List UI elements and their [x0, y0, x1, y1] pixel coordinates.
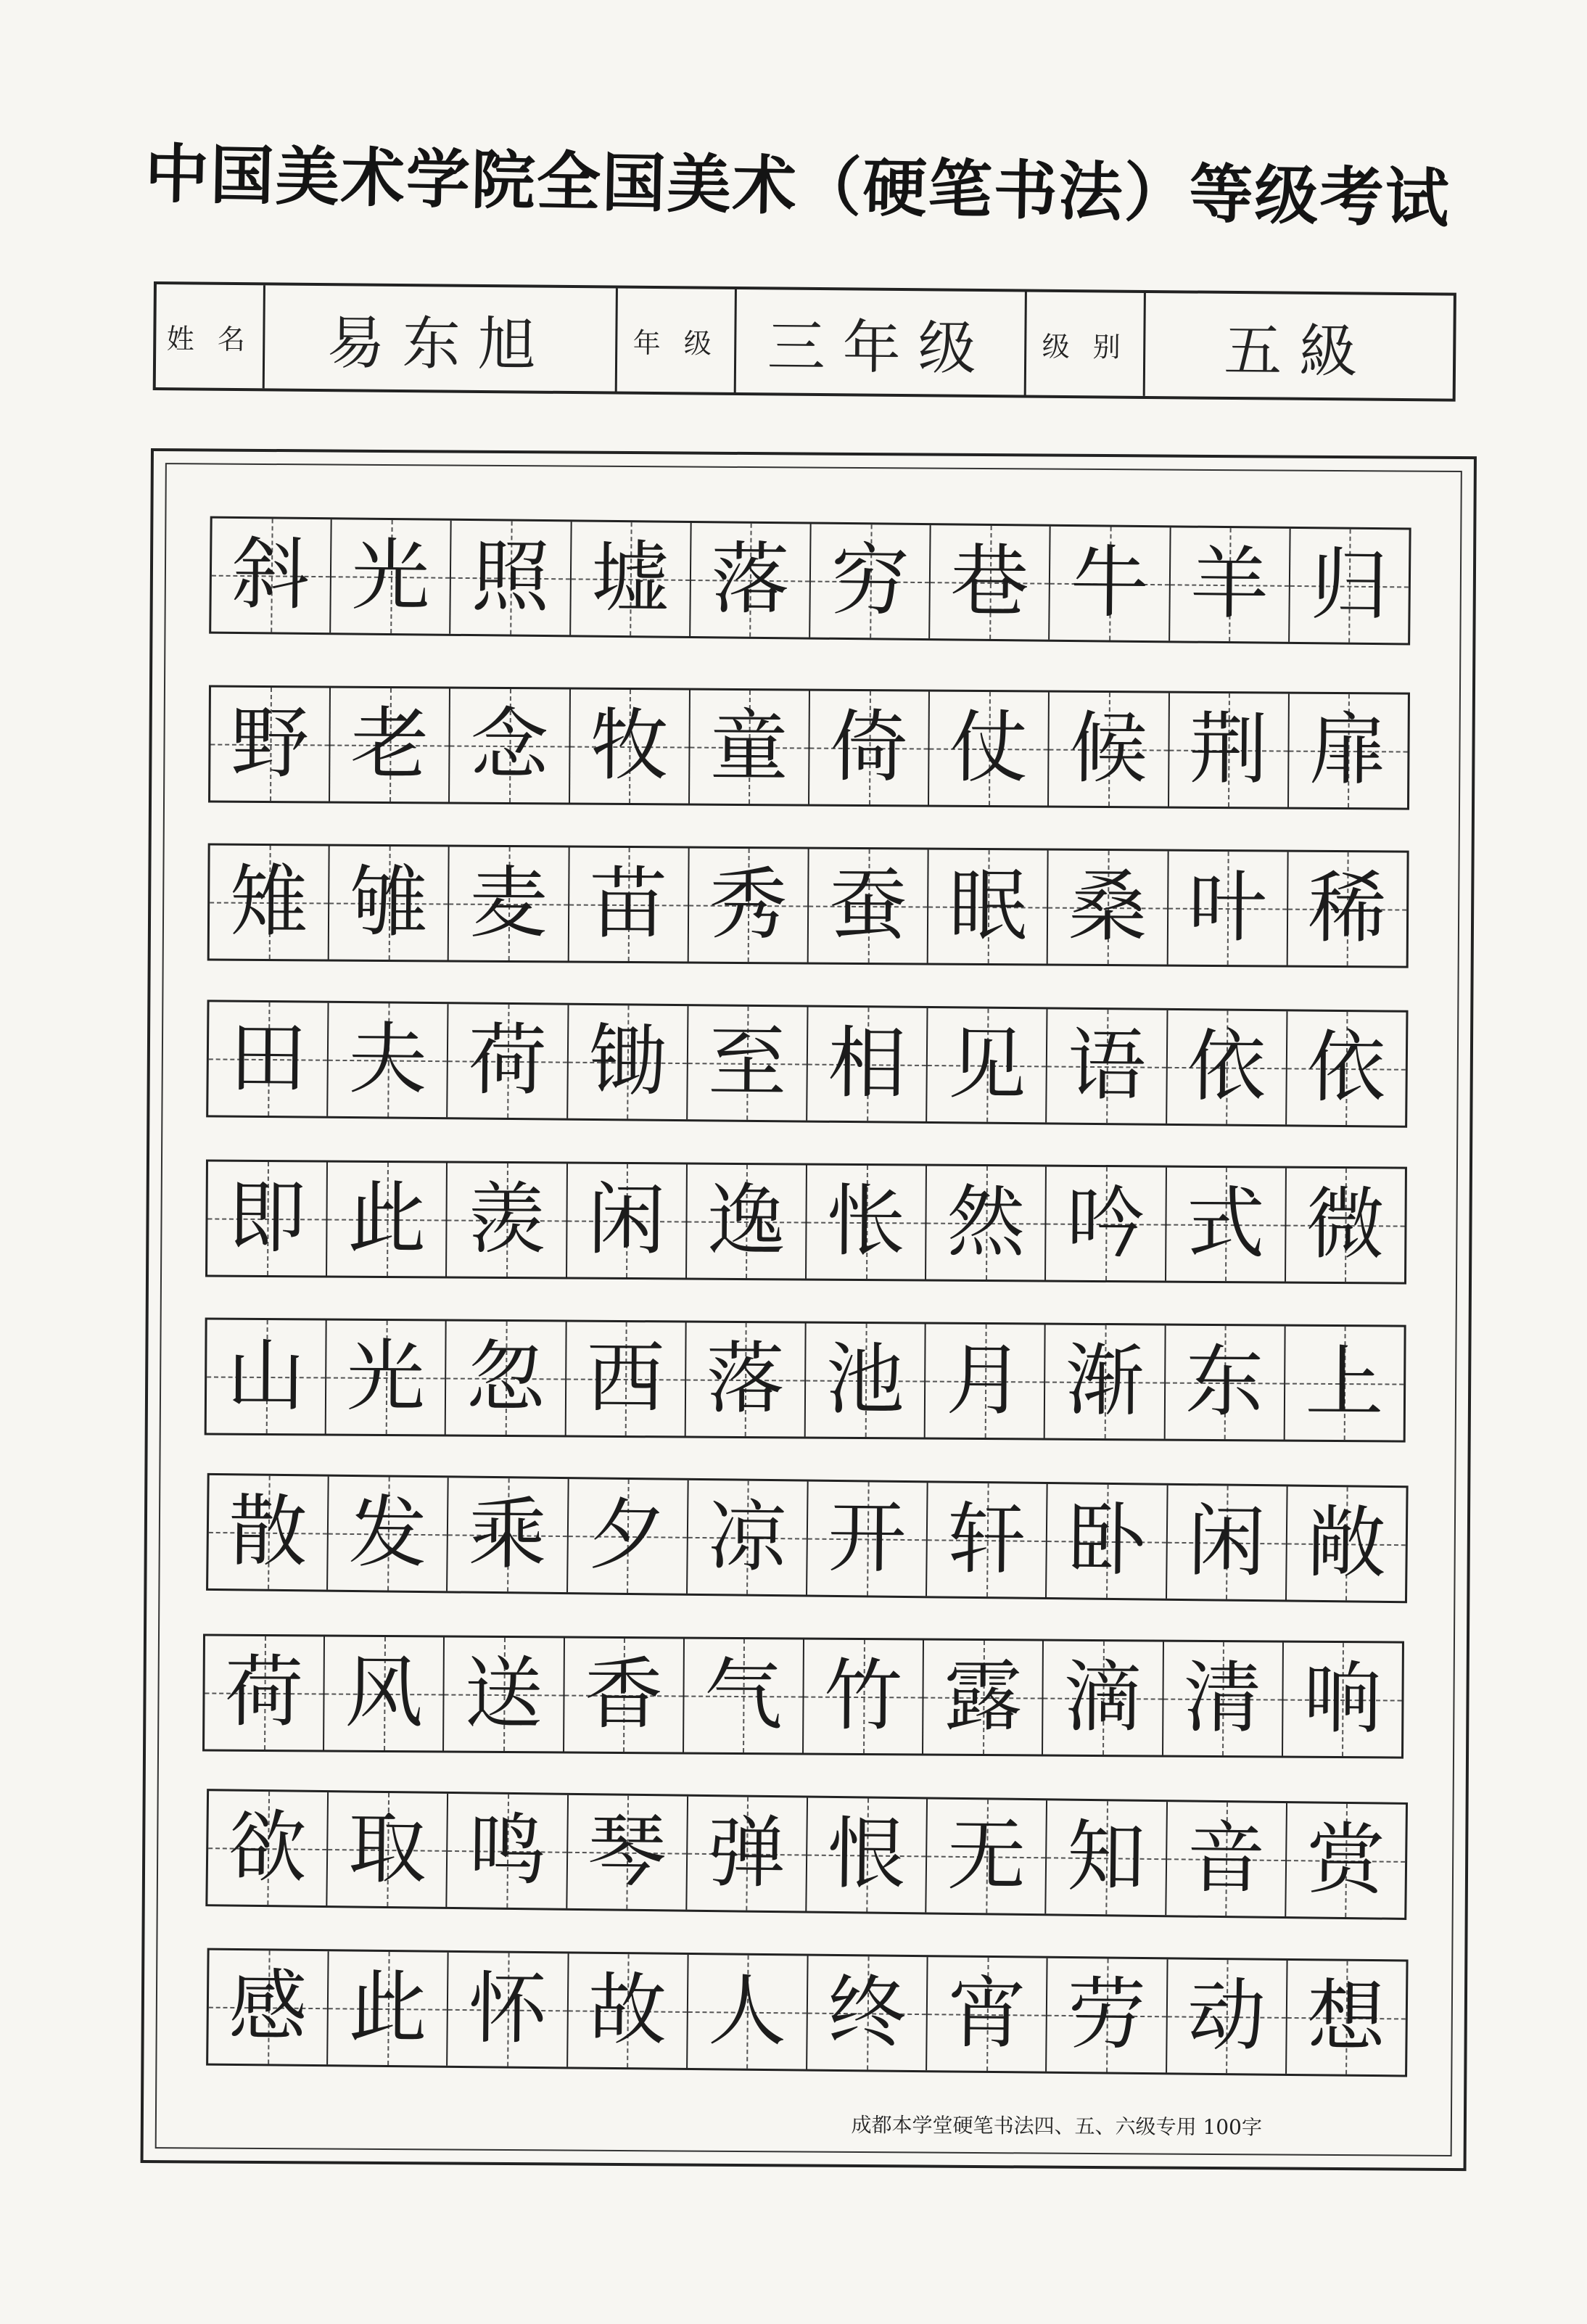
handwritten-character: 忽 [466, 1332, 545, 1424]
grid-cell [807, 1956, 928, 2071]
grid-cell [451, 521, 572, 635]
grid-cell [691, 523, 812, 638]
grid-cell [1166, 1168, 1287, 1282]
grid-cell [1283, 1643, 1402, 1757]
grid-row [205, 1159, 1407, 1284]
grid-cell [210, 688, 331, 802]
grid-row [202, 1633, 1404, 1758]
grid-cell [1167, 1486, 1288, 1600]
grid-cell [923, 1641, 1044, 1755]
grid-cell [809, 849, 929, 963]
handwritten-character: 音 [1186, 1813, 1266, 1905]
handwritten-character: 斜 [231, 529, 311, 621]
handwritten-character: 池 [825, 1334, 905, 1426]
handwritten-character: 劳 [1067, 1969, 1147, 2061]
handwritten-character: 露 [943, 1651, 1023, 1743]
handwritten-character: 恨 [827, 1808, 907, 1901]
grid-cell [1168, 852, 1288, 965]
grid-cell [1286, 1803, 1406, 1918]
handwritten-character: 落 [706, 1333, 785, 1425]
grid-cell [929, 692, 1050, 806]
grid-cell [564, 1639, 685, 1752]
grid-cell [1285, 1327, 1404, 1441]
handwritten-character: 墟 [590, 532, 670, 625]
practice-frame-inner [155, 463, 1462, 2156]
handwritten-character: 故 [588, 1964, 667, 2056]
grid-cell [687, 1165, 807, 1279]
handwritten-character: 响 [1303, 1653, 1382, 1745]
grid-cell [807, 1008, 928, 1121]
handwritten-character: 凉 [707, 1491, 787, 1583]
grid-cell [1048, 851, 1168, 965]
grid-cell [324, 1636, 445, 1750]
handwritten-character: 卧 [1067, 1495, 1147, 1587]
grid-cell [327, 1163, 448, 1277]
handwritten-character: 怀 [468, 1964, 548, 2056]
grid-cell [207, 1162, 328, 1276]
handwritten-character: 月 [945, 1335, 1025, 1427]
grid-cell [927, 1483, 1048, 1597]
handwritten-character: 老 [350, 699, 429, 791]
handwritten-character: 吟 [1066, 1177, 1145, 1269]
character-grid [200, 527, 1411, 2115]
handwritten-character: 西 [586, 1332, 665, 1425]
grid-row [208, 685, 1410, 809]
grid-cell [690, 691, 810, 804]
handwritten-character: 雉 [229, 856, 309, 948]
page-title: 中国美术学院全国美术（硬笔书法）等级考试 [144, 136, 1451, 236]
handwritten-character: 依 [1187, 1021, 1266, 1113]
handwritten-character: 锄 [588, 1015, 667, 1108]
grid-cell [930, 525, 1051, 640]
grid-cell [928, 850, 1049, 964]
handwritten-character: 荷 [468, 1015, 548, 1107]
name-label: 姓 名 [156, 284, 265, 388]
grid-row [205, 1317, 1406, 1442]
grid-row [206, 1948, 1408, 2077]
grid-cell [1049, 693, 1169, 807]
handwritten-character: 稀 [1308, 862, 1387, 955]
handwritten-character: 微 [1306, 1179, 1385, 1271]
handwritten-character: 山 [226, 1330, 306, 1422]
handwritten-character: 此 [347, 1173, 426, 1265]
handwritten-character: 式 [1186, 1178, 1266, 1270]
handwritten-character: 鸣 [467, 1805, 547, 1897]
handwritten-character: 候 [1069, 703, 1148, 795]
grid-cell [208, 1002, 329, 1116]
handwritten-character: 巷 [950, 536, 1030, 628]
handwritten-character: 牛 [1070, 537, 1150, 630]
footer-note: 成都本学堂硬笔书法四、五、六级专用 100字 [851, 2112, 1262, 2140]
grid-cell [1047, 1800, 1168, 1915]
grid-cell [205, 1636, 325, 1750]
handwritten-character: 依 [1306, 1022, 1386, 1114]
grid-cell [1287, 1486, 1406, 1601]
grid-cell [207, 1319, 327, 1433]
grid-cell [1167, 1959, 1288, 2074]
grid-cell [807, 1482, 928, 1596]
grid-cell [1170, 527, 1291, 642]
grid-cell [807, 1166, 927, 1280]
grid-cell [927, 1957, 1048, 2072]
grid-cell [568, 1005, 689, 1119]
handwritten-character: 田 [228, 1013, 308, 1105]
grid-cell [688, 1955, 809, 2069]
grid-cell [684, 1639, 804, 1753]
grid-cell [450, 689, 570, 803]
handwritten-character: 叶 [1187, 862, 1267, 954]
grid-cell [1286, 1169, 1405, 1282]
handwritten-character: 此 [348, 1962, 428, 2054]
level-value: 五級 [1223, 316, 1375, 386]
grid-cell [329, 846, 450, 960]
grid-row [207, 843, 1409, 968]
grid-cell [208, 1475, 329, 1590]
handwritten-character: 念 [470, 699, 549, 791]
grid-cell [207, 1791, 329, 1905]
grid-cell [1287, 1961, 1406, 2075]
handwritten-character: 发 [348, 1487, 428, 1580]
handwritten-character: 风 [344, 1647, 424, 1739]
grid-cell [566, 1322, 686, 1436]
handwritten-character: 知 [1066, 1811, 1146, 1903]
grid-cell [569, 848, 689, 962]
grade-label: 年 级 [617, 289, 737, 392]
grid-cell [448, 1953, 569, 2067]
grid-cell [328, 1003, 449, 1117]
grid-cell [567, 1164, 688, 1278]
grid-cell [328, 1477, 449, 1591]
grid-cell [1289, 694, 1408, 808]
handwritten-character: 香 [584, 1649, 664, 1741]
practice-frame [141, 448, 1477, 2171]
grid-cell [211, 519, 332, 633]
handwritten-character: 至 [707, 1017, 787, 1109]
grid-cell [1290, 529, 1409, 643]
info-table [153, 281, 1456, 402]
grid-cell [1046, 1167, 1166, 1281]
handwritten-character: 无 [947, 1810, 1026, 1902]
handwritten-character: 人 [707, 1966, 787, 2058]
handwritten-character: 渐 [1065, 1335, 1145, 1427]
grid-cell [448, 1004, 569, 1118]
grid-row [206, 1473, 1409, 1603]
handwritten-character: 滴 [1063, 1652, 1142, 1744]
handwritten-character: 倚 [829, 701, 909, 794]
handwritten-character: 苗 [588, 858, 668, 950]
grid-cell [926, 1166, 1047, 1280]
handwritten-character: 气 [704, 1649, 783, 1742]
handwritten-character: 相 [827, 1018, 907, 1110]
grid-cell [208, 1950, 329, 2065]
grid-cell [571, 522, 692, 636]
grid-row [209, 516, 1411, 646]
grid-cell [1047, 1484, 1168, 1599]
handwritten-character: 取 [347, 1803, 427, 1895]
handwritten-character: 轩 [947, 1493, 1027, 1586]
handwritten-character: 夕 [588, 1490, 667, 1582]
handwritten-character: 琴 [587, 1806, 667, 1898]
handwritten-character: 童 [709, 701, 789, 793]
handwritten-character: 麦 [469, 857, 548, 949]
handwritten-character: 上 [1305, 1337, 1384, 1429]
grid-cell [448, 1478, 569, 1592]
handwritten-character: 野 [230, 698, 310, 790]
handwritten-character: 东 [1185, 1336, 1264, 1428]
grade-value: 三年级 [736, 289, 1027, 395]
name-value: 易东旭 [265, 285, 618, 391]
handwritten-character: 桑 [1068, 861, 1147, 953]
grid-cell [1045, 1325, 1166, 1439]
handwritten-character: 即 [227, 1172, 307, 1264]
grid-cell [570, 690, 691, 804]
handwritten-character: 扉 [1308, 704, 1388, 796]
handwritten-character: 敞 [1306, 1497, 1386, 1589]
grid-cell [568, 1953, 689, 2068]
grid-cell [1165, 1326, 1285, 1440]
grid-cell [567, 1795, 688, 1910]
handwritten-character: 蚕 [828, 860, 908, 952]
handwritten-character: 荷 [224, 1647, 304, 1739]
handwritten-character: 照 [471, 532, 551, 624]
handwritten-character: 闲 [587, 1174, 667, 1266]
grid-cell [447, 1163, 567, 1277]
handwritten-character: 逸 [706, 1175, 786, 1267]
handwritten-character: 语 [1067, 1020, 1147, 1112]
handwritten-character: 羡 [467, 1174, 546, 1266]
grid-cell [927, 1008, 1048, 1122]
handwritten-character: 夫 [348, 1014, 428, 1105]
grid-cell [1163, 1642, 1284, 1756]
handwritten-character: 闲 [1187, 1496, 1266, 1589]
grid-cell [1047, 1009, 1168, 1123]
handwritten-character: 归 [1309, 540, 1389, 632]
handwritten-character: 雊 [349, 857, 429, 949]
handwritten-character: 想 [1306, 1971, 1386, 2064]
grid-cell [1043, 1641, 1163, 1755]
grid-cell [809, 691, 930, 805]
grid-row [205, 1789, 1408, 1920]
grid-cell [328, 1792, 449, 1907]
handwritten-character: 乘 [468, 1488, 548, 1581]
grid-cell [1167, 1010, 1288, 1124]
handwritten-character: 秀 [709, 859, 788, 951]
handwritten-character: 荆 [1189, 704, 1269, 796]
handwritten-character: 牧 [590, 700, 669, 792]
handwritten-character: 仗 [949, 702, 1029, 794]
handwritten-character: 眠 [948, 860, 1028, 952]
handwritten-character: 怅 [826, 1176, 906, 1268]
handwritten-character: 弹 [706, 1808, 787, 1900]
handwritten-character: 穷 [830, 535, 910, 627]
grid-cell [687, 1797, 808, 1911]
grid-cell [568, 1479, 689, 1594]
grid-cell [328, 1951, 449, 2066]
grid-cell [1169, 693, 1290, 807]
grid-cell [1288, 852, 1407, 966]
handwritten-character: 见 [947, 1019, 1027, 1111]
handwritten-character: 光 [351, 530, 431, 622]
handwritten-character: 竹 [823, 1650, 903, 1742]
handwritten-character: 光 [346, 1331, 426, 1423]
grid-cell [804, 1640, 924, 1754]
handwritten-character: 感 [228, 1961, 308, 2053]
grid-cell [926, 1799, 1047, 1913]
handwritten-character: 送 [464, 1648, 543, 1740]
handwritten-character: 动 [1187, 1970, 1266, 2062]
grid-cell [1047, 1958, 1168, 2073]
grid-cell [807, 1798, 928, 1913]
grid-cell [689, 849, 809, 963]
grid-cell [1050, 527, 1171, 641]
handwritten-character: 欲 [228, 1802, 308, 1894]
grid-cell [686, 1323, 807, 1437]
grid-cell [326, 1321, 447, 1435]
handwritten-character: 开 [827, 1492, 907, 1584]
handwritten-character: 然 [946, 1177, 1026, 1269]
grid-cell [688, 1006, 809, 1120]
grid-cell [688, 1480, 809, 1595]
grid-cell [330, 688, 450, 802]
grid-cell [448, 1794, 569, 1908]
grid-cell [806, 1324, 926, 1438]
grid-cell [1166, 1802, 1287, 1916]
handwritten-character: 宵 [947, 1968, 1027, 2060]
grid-cell [810, 524, 931, 639]
handwritten-character: 落 [710, 534, 790, 626]
grid-cell [446, 1322, 566, 1435]
grid-cell [449, 847, 569, 961]
grid-cell [1287, 1011, 1406, 1125]
grid-cell [210, 846, 330, 960]
handwritten-character: 散 [228, 1486, 308, 1578]
handwritten-character: 羊 [1190, 538, 1269, 630]
handwritten-character: 清 [1183, 1652, 1263, 1744]
grid-row [206, 1000, 1408, 1127]
grid-cell [926, 1324, 1046, 1438]
grid-cell [444, 1638, 564, 1752]
handwritten-character: 终 [827, 1966, 907, 2059]
level-label: 级 别 [1026, 292, 1146, 396]
grid-cell [331, 519, 452, 634]
handwritten-character: 赏 [1306, 1814, 1386, 1906]
